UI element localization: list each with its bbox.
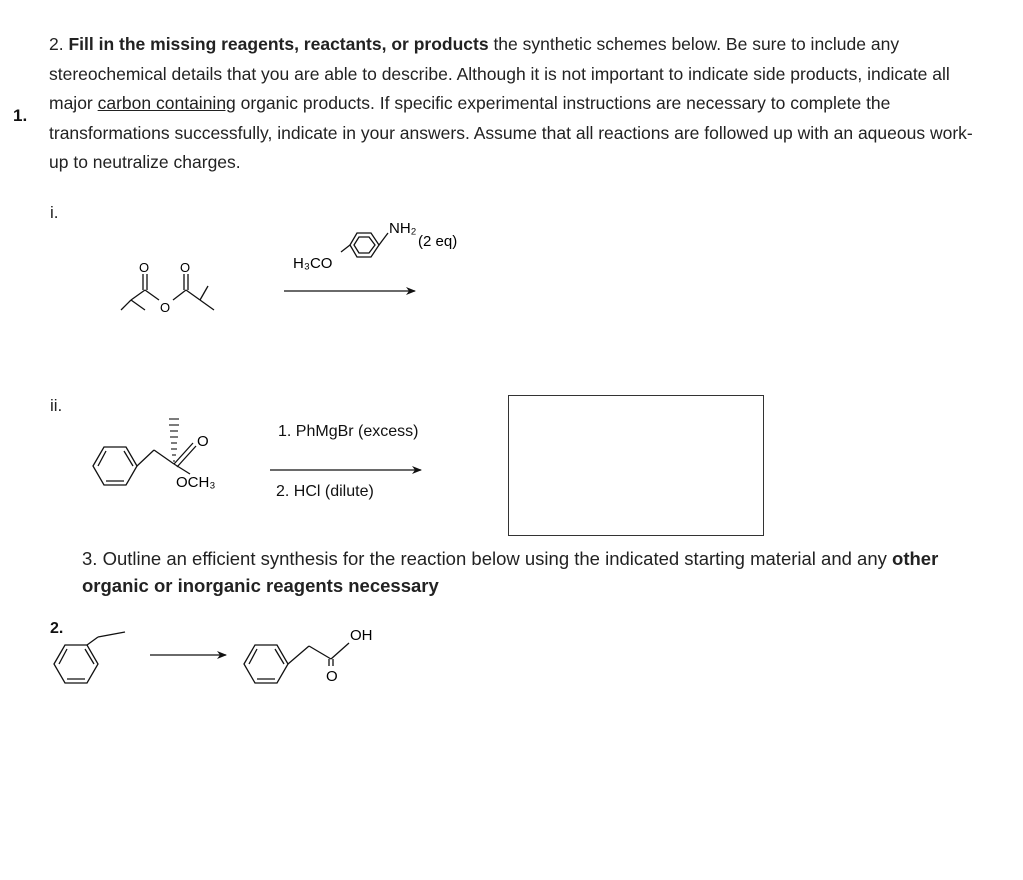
question-3-bold: other organic or inorganic reagents necessary [82,548,939,596]
part-2-label: 2. [50,620,64,637]
anhydride-carbonyl-o-2: O [180,260,191,275]
instructions-text-1: the synthetic schemes below. Be sure to include any stereochemical details that you are able to describe. Although it is not important to indicate side products, indicate all major [49,34,950,113]
toluene-structure [54,632,125,683]
anhydride-carbonyl-o-1: O [139,260,150,275]
reagent-equivalents: (2 eq) [418,233,458,250]
hashed-wedge-bond [169,419,179,461]
instructions-underlined: carbon containing [97,93,236,113]
question-3-text-1: 3. Outline an efficient synthesis for the reaction below using the indicated starting material and any [82,548,893,569]
methoxybenzylamine-structure [341,233,388,257]
anhydride-bridge-o: O [160,300,171,315]
reagent-nh2: NH₂ [389,220,417,237]
ester-och3: OCH₃ [176,474,216,491]
ester-carbonyl-o: O [197,433,209,450]
instructions-lead: 2. [49,34,69,54]
question-number: 1. [13,106,28,125]
part-ii-step-2: 2. HCl (dilute) [276,483,374,500]
part-i-label: i. [50,203,59,222]
product-carbonyl-o: O [326,668,338,685]
product-oh: OH [350,627,373,644]
part-ii-label: ii. [50,396,63,415]
part-ii-step-1: 1. PhMgBr (excess) [278,423,419,440]
instructions-text-2: organic products. If specific experimental instructions are necessary to complete the transformations successfully, indicate in your answers. Assume that all reactions are followed up with an aqueous work-up to neutralize charges. [49,93,973,172]
reagent-h3co: H₃CO [293,255,333,272]
instructions-bold: Fill in the missing reagents, reactants, or products [68,34,489,54]
